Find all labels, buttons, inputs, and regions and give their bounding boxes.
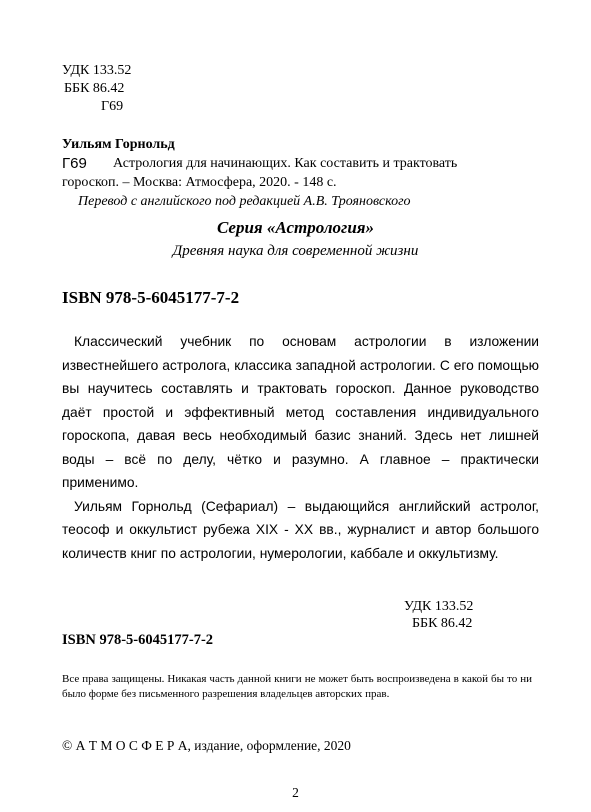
series-title: Серия «Астрология»	[216, 218, 375, 237]
author-code: Г69	[62, 155, 87, 172]
annotation-paragraph-2: Уильям Горнольд (Сефариал) – выдающийся английский астролог, теософ и оккультист рубежа XIX - XX вв., журналист и автор большого количеств книг по астрологии, нумерологии, каббале и оккультизму.	[62, 498, 539, 561]
isbn-main: ISBN 978-5-6045177-7-2	[62, 288, 240, 307]
isbn-bottom: ISBN 978-5-6045177-7-2	[62, 632, 214, 648]
annotation	[62, 330, 539, 565]
udk-code: УДК 133.52	[62, 63, 132, 78]
bbk-code: ББК 86.42	[64, 81, 125, 96]
annotation-paragraph-1: Классический учебник по основам астрологии в изложении известнейшего астролога, классика западной астрологии. С его помощью вы научитесь составлять и трактовать гороскоп. Данное руководство даёт простой и эффективный метод составления индивидуального гороскопа, давая весь необходимый базис знаний. Здесь нет лишней воды – всё по делу, чётко и разумно. А главное – практически применимо.	[62, 334, 539, 490]
series-subtitle: Древняя наука для современной жизни	[172, 243, 419, 259]
copyright-line: © А Т М О С Ф Е Р А, издание, оформление, 2020	[62, 738, 351, 753]
bottom-bbk-code: ББК 86.42	[412, 616, 473, 631]
author-name: Уильям Горнольд	[62, 137, 175, 152]
author-mark: Г69	[101, 99, 124, 114]
title-line-2: гороскоп. – Москва: Атмосфера, 2020. - 148 с.	[62, 175, 337, 190]
bottom-udk-code: УДК 133.52	[404, 599, 474, 614]
page-number: 2	[292, 785, 299, 800]
rights-notice: Все права защищены. Никакая часть данной книги не может быть воспроизведена в какой бы то ни было форме без письменного разрешения владельцев авторских прав.	[62, 673, 532, 700]
title-line-1: Астрология для начинающих. Как составить и трактовать	[113, 156, 458, 171]
translation-note: Перевод с английского под редакцией А.В. Трояновского	[78, 194, 411, 209]
